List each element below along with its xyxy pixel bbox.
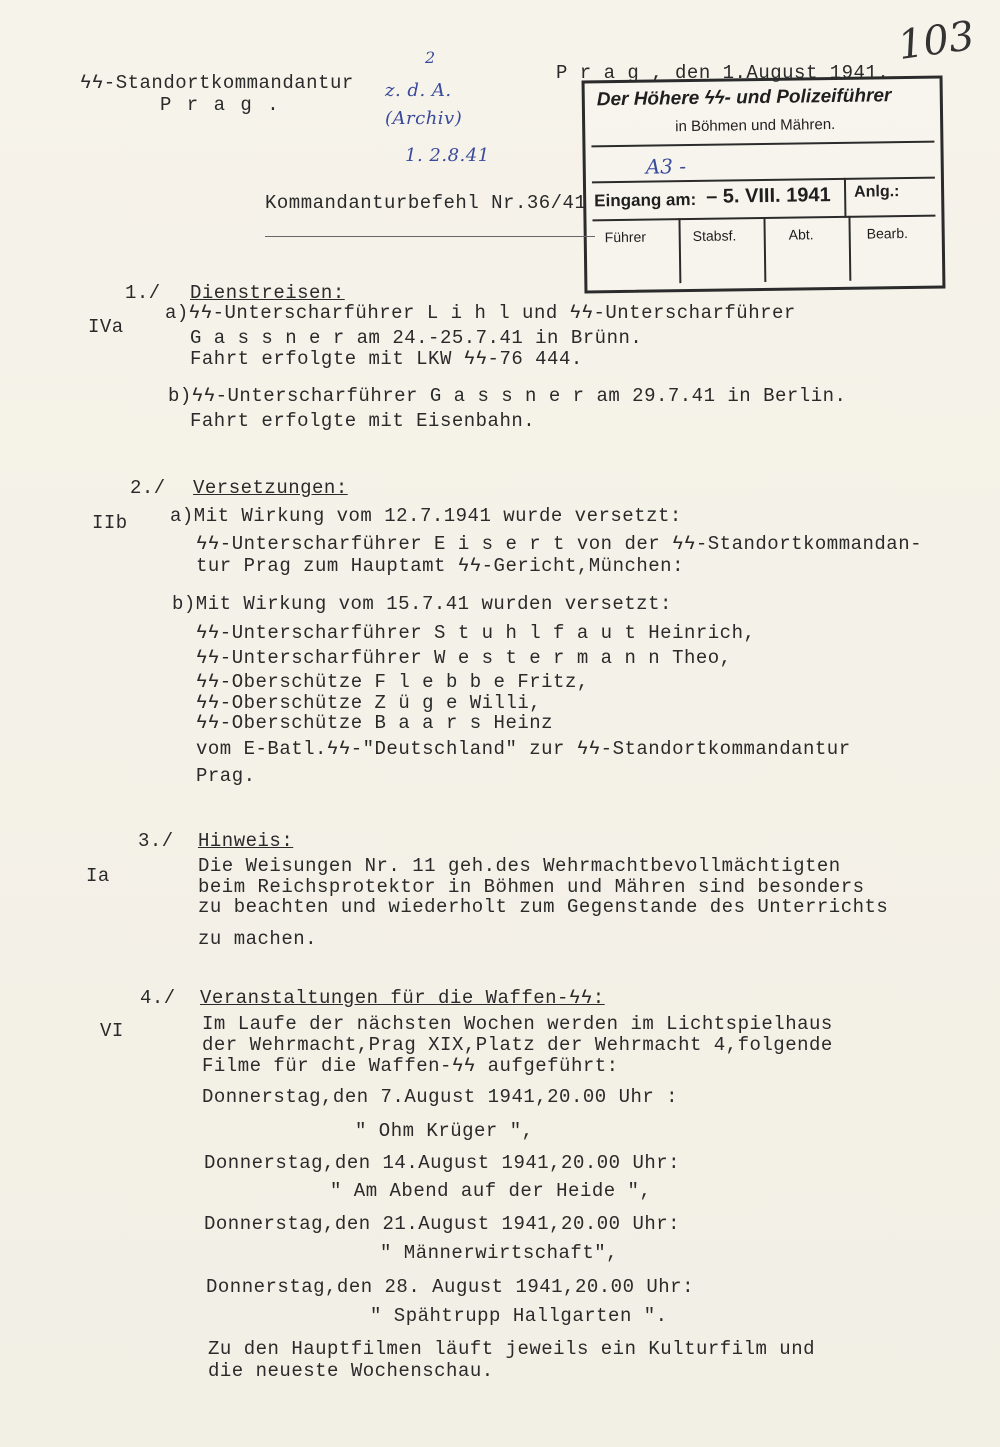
section-number: 1./	[125, 282, 161, 304]
stamp-divider	[591, 141, 934, 148]
stamp-col-stabsf: Stabsf.	[692, 227, 737, 244]
section-line: zu machen.	[198, 928, 318, 950]
section-heading: Veranstaltungen für die Waffen-ϟϟ:	[200, 987, 605, 1009]
department-code: IVa	[88, 316, 124, 338]
stamp-subtitle: in Böhmen und Mähren.	[675, 115, 836, 136]
section-line: tur Prag zum Hauptamt ϟϟ-Gericht,München:	[196, 555, 684, 577]
handwritten-note-2: z. d. A.	[385, 80, 452, 101]
stamp-divider	[844, 178, 847, 218]
stamp-divider	[763, 217, 766, 282]
department-code: Ia	[86, 865, 110, 887]
handwritten-note-1: 2	[425, 48, 436, 67]
section-line: Zu den Hauptfilmen läuft jeweils ein Kulturfilm und	[208, 1338, 815, 1360]
section-line: Prag.	[196, 765, 256, 787]
section-line: ϟϟ-Unterscharführer E i s e r t von der ϟϟ-Standortkommandan-	[196, 533, 923, 555]
page-number: 103	[895, 12, 978, 70]
film-date: Donnerstag,den 28. August 1941,20.00 Uhr:	[206, 1276, 694, 1298]
place-date: P r a g , den 1.August 1941.	[556, 62, 890, 84]
section-heading: Hinweis:	[198, 830, 294, 852]
stamp-col-fuehrer: Führer	[604, 228, 647, 246]
film-title: " Am Abend auf der Heide ",	[330, 1180, 652, 1202]
section-line: beim Reichsprotektor in Böhmen und Mähren sind besonders	[198, 876, 865, 898]
film-title: " Spähtrupp Hallgarten ".	[370, 1305, 668, 1327]
section-line: a)Mit Wirkung vom 12.7.1941 wurde versetzt:	[170, 505, 682, 527]
department-code: VI	[100, 1020, 124, 1042]
stamp-received-label: Eingang am:	[594, 189, 697, 211]
section-line: Filme für die Waffen-ϟϟ aufgeführt:	[202, 1055, 619, 1077]
section-line: ϟϟ-Oberschütze F l e b b e Fritz,	[196, 671, 589, 693]
film-title: " Männerwirtschaft",	[380, 1242, 619, 1264]
section-line: Fahrt erfolgte mit Eisenbahn.	[190, 410, 536, 432]
section-line: ϟϟ-Oberschütze Z ü g e Willi,	[196, 692, 542, 714]
order-title: Kommandanturbefehl Nr.36/41	[265, 192, 587, 214]
office-line-1: ϟϟ-Standortkommandantur	[80, 72, 354, 94]
section-line: der Wehrmacht,Prag XIX,Platz der Wehrmacht 4,folgende	[202, 1034, 833, 1056]
film-title: " Ohm Krüger ",	[355, 1120, 534, 1142]
section-line: b)Mit Wirkung vom 15.7.41 wurden versetzt:	[172, 593, 672, 615]
section-line: b)ϟϟ-Unterscharführer G a s s n e r am 29.7.41 in Berlin.	[168, 385, 847, 407]
section-number: 4./	[140, 987, 176, 1009]
office-line-2: P r a g .	[160, 94, 281, 116]
stamp-col-bearb: Bearb.	[866, 224, 909, 242]
stamp-col-abt: Abt.	[788, 226, 814, 243]
handwritten-note-4: 1. 2.8.41	[405, 145, 490, 166]
film-date: Donnerstag,den 14.August 1941,20.00 Uhr:	[204, 1152, 681, 1174]
stamp-attachments-label: Anlg.:	[853, 183, 900, 201]
stamp-title: Der Höhere ϟϟ- und Polizeiführer	[596, 85, 892, 111]
section-line: ϟϟ-Oberschütze B a a r s Heinz	[196, 712, 554, 734]
section-line: a)ϟϟ-Unterscharführer L i h l und ϟϟ-Unterscharführer	[165, 302, 796, 324]
handwritten-note-3: (Archiv)	[385, 108, 463, 129]
film-date: Donnerstag,den 7.August 1941,20.00 Uhr :	[202, 1086, 679, 1108]
section-line: die neueste Wochenschau.	[208, 1360, 494, 1382]
section-line: vom E-Batl.ϟϟ-"Deutschland" zur ϟϟ-Standortkommandantur	[196, 738, 851, 760]
section-line: Fahrt erfolgte mit LKW ϟϟ-76 444.	[190, 348, 583, 370]
film-date: Donnerstag,den 21.August 1941,20.00 Uhr:	[204, 1213, 681, 1235]
section-line: Die Weisungen Nr. 11 geh.des Wehrmachtbevollmächtigten	[198, 855, 841, 877]
receipt-stamp	[582, 75, 946, 293]
stamp-reference: A3 -	[645, 154, 687, 179]
stamp-divider	[678, 218, 681, 283]
stamp-received-date: – 5. VIII. 1941	[706, 184, 831, 208]
section-heading: Versetzungen:	[193, 477, 348, 499]
section-number: 2./	[130, 477, 166, 499]
section-line: Im Laufe der nächsten Wochen werden im Lichtspielhaus	[202, 1013, 833, 1035]
section-heading: Dienstreisen:	[190, 282, 345, 304]
title-rule	[265, 236, 595, 237]
section-line: ϟϟ-Unterscharführer S t u h l f a u t Heinrich,	[196, 622, 756, 644]
section-line: ϟϟ-Unterscharführer W e s t e r m a n n Theo,	[196, 647, 732, 669]
section-line: zu beachten und wiederholt zum Gegenstande des Unterrichts	[198, 896, 889, 918]
section-line: G a s s n e r am 24.-25.7.41 in Brünn.	[190, 327, 643, 349]
stamp-divider	[848, 216, 851, 281]
department-code: IIb	[92, 512, 128, 534]
section-number: 3./	[138, 830, 174, 852]
